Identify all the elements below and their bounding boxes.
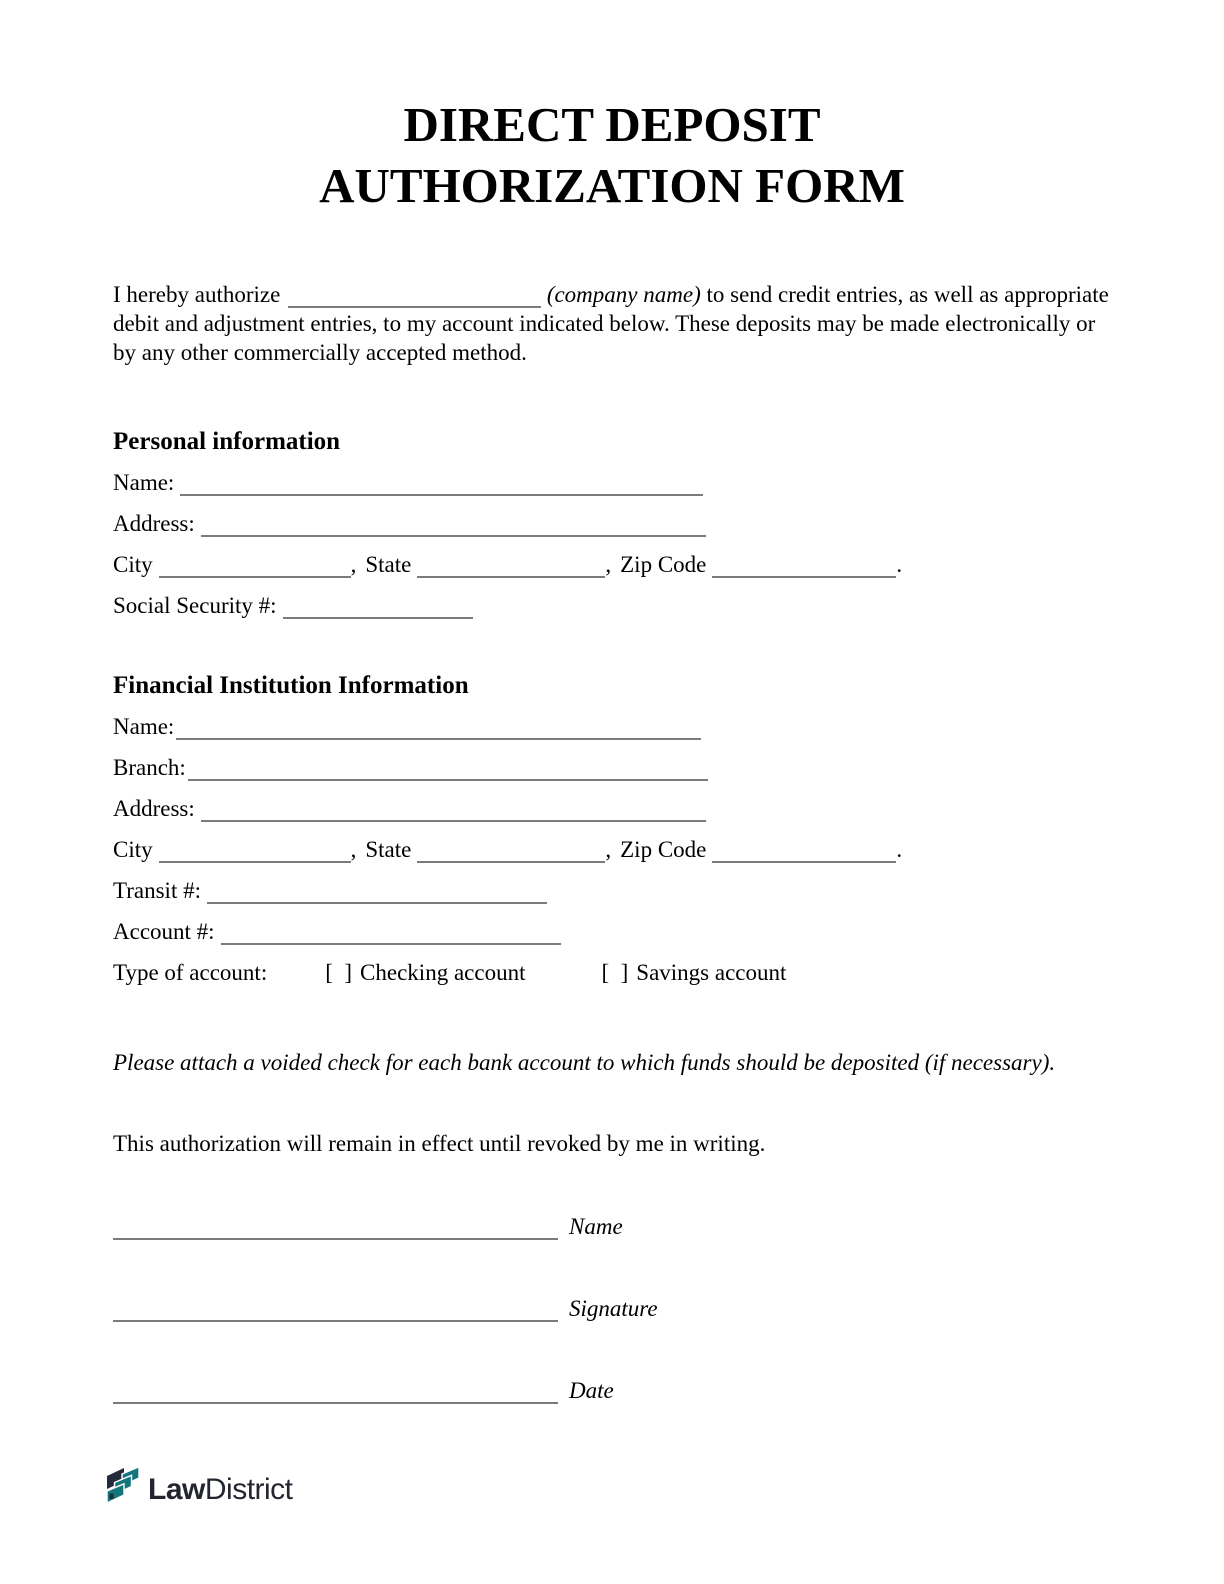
personal-address-row (113, 510, 1111, 538)
personal-zip-label: Zip Code (620, 552, 707, 577)
personal-ssn-field[interactable] (283, 595, 473, 619)
comma: , (605, 552, 612, 577)
financial-state-label: State (365, 837, 412, 862)
personal-city-state-zip-row (113, 551, 1111, 579)
comma: , (605, 837, 612, 862)
financial-name-label: Name: (113, 714, 175, 739)
financial-section-heading: Financial Institution Information (113, 672, 469, 699)
personal-city-label: City (113, 552, 153, 577)
intro-paragraph (113, 280, 1111, 367)
financial-name-row (113, 713, 1111, 741)
signature-date-row (113, 1377, 1111, 1405)
period: . (896, 837, 903, 862)
signature-name-field[interactable] (113, 1216, 558, 1240)
logo-text-district: District (204, 1472, 293, 1506)
form-title (113, 94, 1111, 216)
authorization-note: This authorization will remain in effect until revoked by me in writing. (113, 1131, 766, 1156)
financial-transit-row (113, 877, 1111, 905)
financial-city-label: City (113, 837, 153, 862)
financial-zip-field[interactable] (712, 839, 896, 863)
company-name-hint: (company name) (546, 282, 701, 307)
logo-text-law: Law (148, 1472, 205, 1506)
personal-city-field[interactable] (159, 554, 351, 578)
intro-suffix: to send credit entries, as well as appropriate debit and adjustment entries, to my account indicated below. These deposits may be made electronically or by any other commercially accepted method. (113, 282, 1109, 365)
voided-check-note: Please attach a voided check for each bank account to which funds should be deposited (if necessary). (113, 1050, 1056, 1075)
signature-date-label: Date (569, 1378, 614, 1403)
savings-account-label: Savings account (636, 960, 787, 985)
personal-name-field[interactable] (180, 472, 703, 496)
period: . (896, 552, 903, 577)
signature-name-label: Name (569, 1214, 623, 1239)
signature-name-row (113, 1213, 1111, 1241)
lawdistrict-logo (104, 1466, 293, 1513)
account-type-label: Type of account: (113, 960, 268, 985)
financial-city-field[interactable] (159, 839, 351, 863)
signature-signature-row (113, 1295, 1111, 1323)
comma: , (350, 837, 357, 862)
financial-state-field[interactable] (417, 839, 605, 863)
financial-transit-field[interactable] (207, 880, 547, 904)
savings-account-option (601, 960, 786, 985)
form-title-line1: DIRECT DEPOSIT (403, 97, 821, 152)
personal-name-row (113, 469, 1111, 497)
personal-section-heading: Personal information (113, 428, 341, 455)
personal-ssn-row (113, 592, 1111, 620)
financial-branch-row (113, 754, 1111, 782)
financial-account-label: Account #: (113, 919, 215, 944)
financial-address-field[interactable] (201, 798, 706, 822)
personal-state-label: State (365, 552, 412, 577)
personal-address-field[interactable] (201, 513, 706, 537)
lawdistrict-stacked-cards-icon (104, 1466, 142, 1513)
checking-account-option (325, 960, 525, 985)
financial-account-row (113, 918, 1111, 946)
intro-prefix: I hereby authorize (113, 282, 281, 307)
signature-signature-label: Signature (569, 1296, 658, 1321)
checking-account-checkbox[interactable]: [ ] (325, 960, 353, 985)
financial-city-state-zip-row (113, 836, 1111, 864)
financial-account-field[interactable] (221, 921, 561, 945)
personal-zip-field[interactable] (712, 554, 896, 578)
financial-name-field[interactable] (176, 716, 701, 740)
financial-address-label: Address: (113, 796, 195, 821)
personal-address-label: Address: (113, 511, 195, 536)
personal-name-label: Name: (113, 470, 175, 495)
financial-zip-label: Zip Code (620, 837, 707, 862)
personal-ssn-label: Social Security #: (113, 593, 277, 618)
account-type-row (113, 959, 1111, 987)
company-name-field[interactable] (288, 284, 541, 308)
personal-state-field[interactable] (417, 554, 605, 578)
savings-account-checkbox[interactable]: [ ] (601, 960, 629, 985)
signature-date-field[interactable] (113, 1380, 558, 1404)
financial-branch-field[interactable] (188, 757, 708, 781)
financial-branch-label: Branch: (113, 755, 186, 780)
checking-account-label: Checking account (360, 960, 526, 985)
financial-transit-label: Transit #: (113, 878, 201, 903)
lawdistrict-logo-text (148, 1473, 293, 1507)
form-title-line2: AUTHORIZATION FORM (319, 158, 905, 213)
financial-address-row (113, 795, 1111, 823)
signature-signature-field[interactable] (113, 1298, 558, 1322)
comma: , (350, 552, 357, 577)
